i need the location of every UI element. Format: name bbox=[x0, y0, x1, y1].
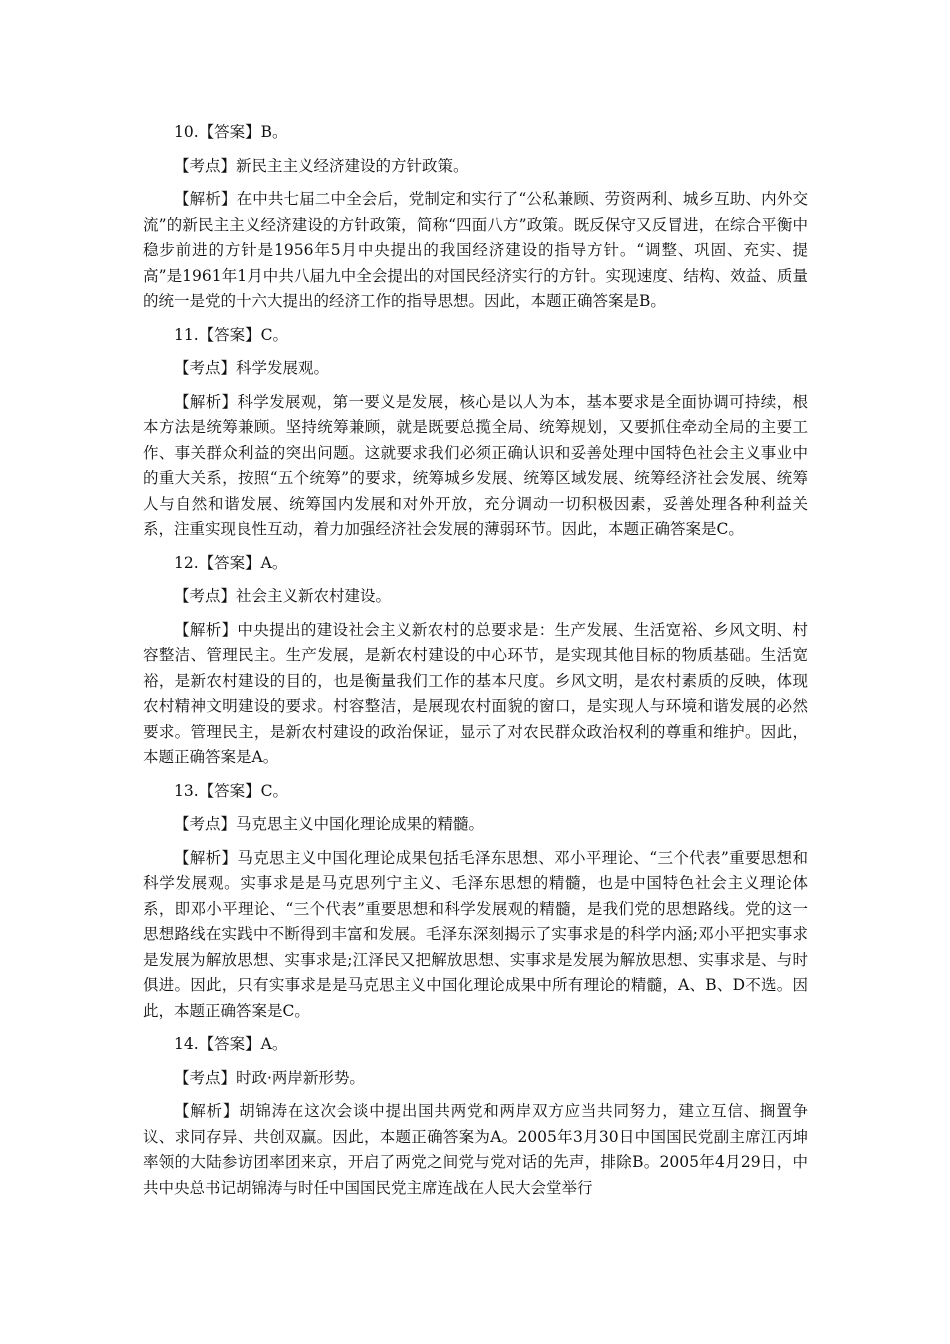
exam-point-line: 【考点】马克思主义中国化理论成果的精髓。 bbox=[174, 815, 485, 833]
question-block-10 bbox=[143, 120, 808, 315]
document-page bbox=[143, 120, 808, 1209]
answer-line: 10.【答案】B。 bbox=[174, 123, 288, 141]
question-block-14 bbox=[143, 1032, 808, 1201]
exam-point-line: 【考点】科学发展观。 bbox=[174, 359, 330, 377]
analysis-paragraph: 【解析】胡锦涛在这次会谈中提出国共两党和两岸双方应当共同努力，建立互信、搁置争议、求同存异、共创双赢。因此，本题正确答案为A。2005年3月30日中国国民党副主席江丙坤率领的大陆参访团率团来京，开启了两党之间党与党对话的先声，排除B。2005年4月29日，中共中央总书记胡锦涛与时任中国国民党主席连战在人民大会堂举行 bbox=[143, 1102, 808, 1197]
answer-line: 12.【答案】A。 bbox=[174, 553, 288, 572]
analysis-paragraph: 【解析】科学发展观，第一要义是发展，核心是以人为本，基本要求是全面协调可持续，根本方法是统筹兼顾。坚持统筹兼顾，就是既要总揽全局、统筹规划，又要抓住牵动全局的主要工作、事关群众利益的突出问题。这就要求我们必须正确认识和妥善处理中国特色社会主义事业中的重大关系，按照“五个统筹”的要求，统筹城乡发展、统筹区域发展、统筹经济社会发展、统筹人与自然和谐发展、统筹国内发展和对外开放，充分调动一切积极因素，妥善处理各种利益关系，注重实现良性互动，着力加强经济社会发展的薄弱环节。因此，本题正确答案是C。 bbox=[143, 392, 808, 538]
answer-line: 13.【答案】C。 bbox=[174, 781, 289, 800]
exam-point-line: 【考点】时政·两岸新形势。 bbox=[174, 1068, 365, 1087]
answer-line: 11.【答案】C。 bbox=[174, 325, 289, 344]
question-block-13 bbox=[143, 779, 808, 1025]
exam-point-line: 【考点】社会主义新农村建设。 bbox=[174, 587, 392, 605]
analysis-paragraph: 【解析】马克思主义中国化理论成果包括毛泽东思想、邓小平理论、“三个代表”重要思想和科学发展观。实事求是是马克思列宁主义、毛泽东思想的精髓，也是中国特色社会主义理论体系，即邓小平理论、“三个代表”重要思想和科学发展观的精髓，是我们党的思想路线。党的这一思想路线在实践中不断得到丰富和发展。毛泽东深刻揭示了实事求是的科学内涵;邓小平把实事求是发展为解放思想、实事求是;江泽民又把解放思想、实事求是发展为解放思想、实事求是、与时俱进。因此，只有实事求是是马克思主义中国化理论成果中所有理论的精髓，A、B、D不选。因此，本题正确答案是C。 bbox=[143, 848, 808, 1020]
analysis-paragraph: 【解析】中央提出的建设社会主义新农村的总要求是：生产发展、生活宽裕、乡风文明、村容整洁、管理民主。生产发展，是新农村建设的中心环节，是实现其他目标的物质基础。生活宽裕，是新农村建设的目的，也是衡量我们工作的基本尺度。乡风文明，是农村素质的反映，体现农村精神文明建设的要求。村容整洁，是展现农村面貌的窗口，是实现人与环境和谐发展的必然要求。管理民主，是新农村建设的政治保证，显示了对农民群众政治权利的尊重和维护。因此，本题正确答案是A。 bbox=[143, 620, 808, 766]
question-block-12 bbox=[143, 551, 808, 771]
analysis-paragraph: 【解析】在中共七届二中全会后，党制定和实行了“公私兼顾、劳资两利、城乡互助、内外交流”的新民主主义经济建设的方针政策，简称“四面八方”政策。既反保守又反冒进，在综合平衡中稳步前进的方针是1956年5月中央提出的我国经济建设的指导方针。“调整、巩固、充实、提高”是1961年1月中共八届九中全会提出的对国民经济实行的方针。实现速度、结构、效益、质量的统一是党的十六大提出的经济工作的指导思想。因此，本题正确答案是B。 bbox=[143, 190, 808, 310]
question-block-11 bbox=[143, 323, 808, 543]
exam-point-line: 【考点】新民主主义经济建设的方针政策。 bbox=[174, 156, 469, 175]
answer-line: 14.【答案】A。 bbox=[174, 1035, 288, 1053]
